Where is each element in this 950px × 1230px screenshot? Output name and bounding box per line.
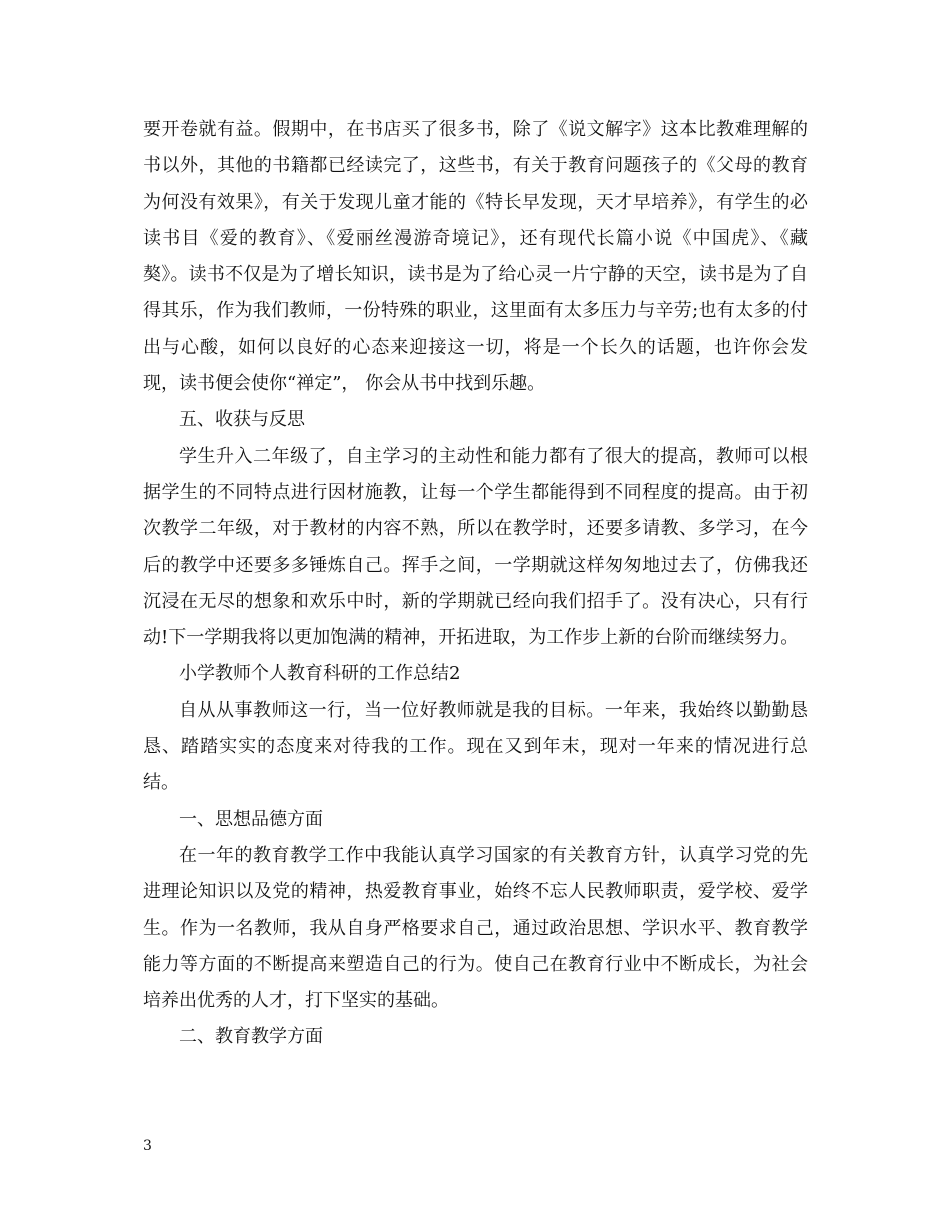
- page-number: 3: [143, 1138, 152, 1154]
- document-subtitle-summary-2: 小学教师个人教育科研的工作总结2: [179, 663, 461, 685]
- paragraph-intro: 自从从事教师这一行，当一位好教师就是我的目标。一年来，我始终以勤勤恳恳、踏踏实实的态度来对待我的工作。现在又到年末，现对一年来的情况进行总结。: [143, 699, 808, 794]
- section-heading-teaching: 二、教育教学方面: [179, 1026, 323, 1048]
- paragraph-moral: 在一年的教育教学工作中我能认真学习国家的有关教育方针，认真学习党的先进理论知识以及党的精神，热爱教育事业，始终不忘人民教师职责，爱学校、爱学生。作为一名教师，我从自身严格要求自己，通过政治思想、学识水平、教育教学能力等方面的不断提高来塑造自己的行为。使自己在教育行业中不断成长，为社会培养出优秀的人才，打下坚实的基础。: [143, 844, 808, 1012]
- paragraph-reflection: 学生升入二年级了，自主学习的主动性和能力都有了很大的提高，教师可以根据学生的不同特点进行因材施教，让每一个学生都能得到不同程度的提高。由于初次教学二年级，对于教材的内容不熟，所以在教学时，还要多请教、多学习，在今后的教学中还要多多锤炼自己。挥手之间，一学期就这样匆匆地过去了，仿佛我还沉浸在无尽的想象和欢乐中时，新的学期就已经向我们招手了。没有决心，只有行动!下一学期我将以更加饱满的精神，开拓进取，为工作步上新的台阶而继续努力。: [143, 445, 808, 649]
- paragraph-reading: 要开卷就有益。假期中，在书店买了很多书，除了《说文解字》这本比教难理解的书以外，其他的书籍都已经读完了，这些书，有关于教育问题孩子的《父母的教育为何没有效果》，有关于发现儿童才能的《特长早发现，天才早培养》，有学生的必读书目《爱的教育》、《爱丽丝漫游奇境记》，还有现代长篇小说《中国虎》、《藏獒》。读书不仅是为了增长知识，读书是为了给心灵一片宁静的天空，读书是为了自得其乐，作为我们教师，一份特殊的职业，这里面有太多压力与辛劳;也有太多的付出与心酸，如何以良好的心态来迎接这一切，将是一个长久的话题，也许你会发现，读书便会使你“禅定”， 你会从书中找到乐趣。: [143, 119, 808, 395]
- section-heading-harvest-reflection: 五、收获与反思: [179, 409, 305, 431]
- document-body: [143, 112, 808, 1056]
- section-heading-moral: 一、思想品德方面: [179, 808, 323, 830]
